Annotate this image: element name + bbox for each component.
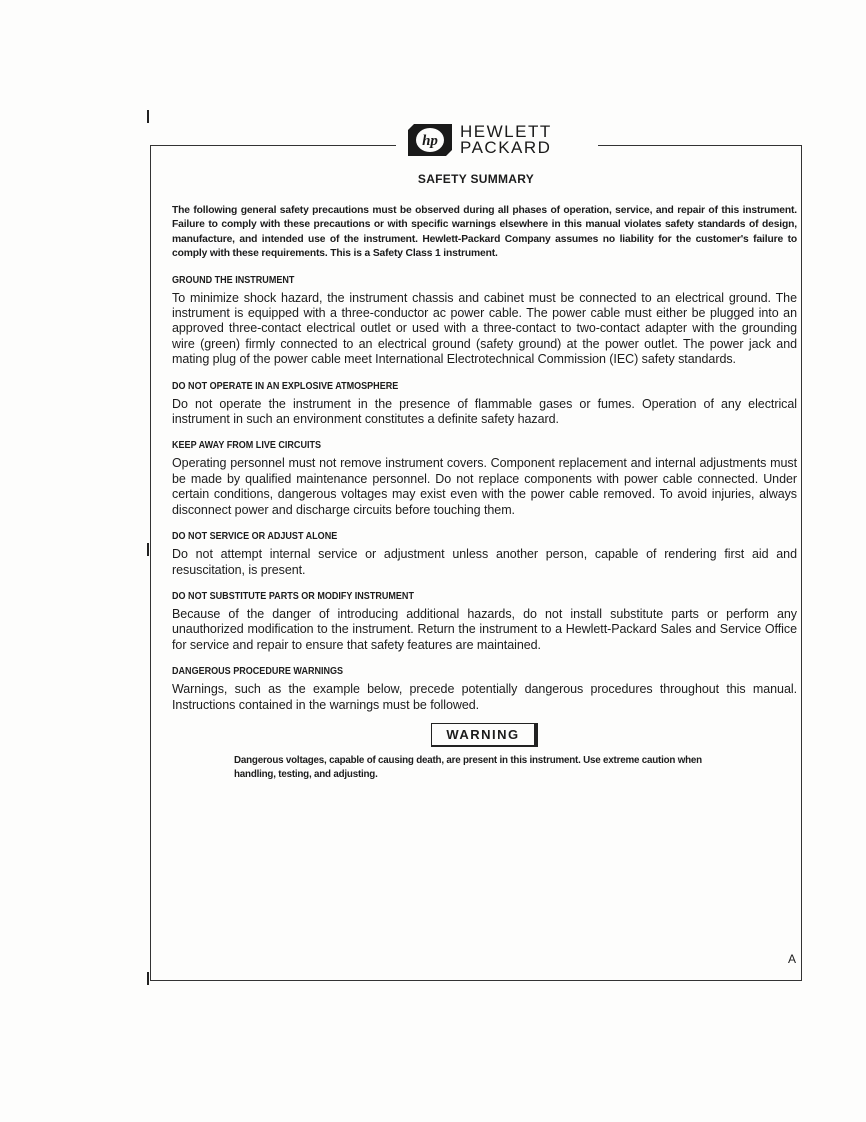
section-heading-live-circuits: KEEP AWAY FROM LIVE CIRCUITS [172, 439, 322, 452]
warning-label: WARNING [431, 723, 537, 747]
section-heading-substitute-parts: DO NOT SUBSTITUTE PARTS OR MODIFY INSTRUMENT [172, 589, 414, 602]
section-text-substitute-parts: Because of the danger of introducing additional hazards, do not install substitute parts or perform any unauthorized modification to the instrument. Return the instrument to a Hewlett-Packard Sales and Service Office for service and repair to ensure that safety features are maintained. [172, 606, 797, 652]
hp-logo [408, 120, 552, 160]
intro-paragraph: The following general safety precautions must be observed during all phases of operation, service, and repair of this instrument. Failure to comply with these precautions or with specific warnings elsewhere in this manual violates safety standards of design, manufacture, and intended use of the instrument. Hewlett-Packard Company assumes no liability for the customer's failure to comply with these requirements. This is a Safety Class 1 instrument. [172, 205, 797, 260]
section-heading-ground: GROUND THE INSTRUMENT [172, 273, 295, 286]
brand-name [460, 124, 552, 156]
page-title: SAFETY SUMMARY [417, 172, 535, 186]
section-text-service-alone: Do not attempt internal service or adjustment unless another person, capable of rendering first aid and resuscitation, is present. [172, 547, 797, 577]
section-text-warnings: Warnings, such as the example below, precede potentially dangerous procedures throughout this manual. Instructions contained in the warnings must be followed. [172, 682, 797, 712]
page-letter: A [788, 952, 797, 966]
content-body [172, 204, 797, 783]
brand-name-line2: PACKARD [460, 138, 552, 157]
brand-name-line1: HEWLETT [460, 122, 552, 141]
margin-mark-top [147, 110, 149, 123]
warning-label-wrap [172, 723, 797, 747]
logo-initials: hp [422, 133, 438, 149]
warning-text: Dangerous voltages, capable of causing death, are present in this instrument. Use extreme caution when handling, testing, and adjusting. [234, 754, 702, 781]
section-heading-explosive: DO NOT OPERATE IN AN EXPLOSIVE ATMOSPHERE [172, 379, 399, 392]
hp-logo-icon [408, 124, 452, 156]
frame-top-rule-right [598, 145, 802, 146]
section-heading-warnings: DANGEROUS PROCEDURE WARNINGS [172, 665, 344, 678]
section-text-ground: To minimize shock hazard, the instrument chassis and cabinet must be connected to an electrical ground. The instrument is equipped with a three-conductor ac power cable. The power cable must either be plugged into an approved three-contact electrical outlet or used with a three-contact to two-contact adapter with the grounding wire (green) firmly connected to an electrical ground (safety ground) at the power outlet. The power jack and mating plug of the power cable meet International Electrotechnical Commission (IEC) safety standards. [172, 290, 797, 367]
margin-mark-middle [147, 543, 149, 556]
section-heading-service-alone: DO NOT SERVICE OR ADJUST ALONE [172, 530, 338, 543]
margin-mark-bottom [147, 972, 149, 985]
section-text-explosive: Do not operate the instrument in the presence of flammable gases or fumes. Operation of any electrical instrument in such an environment constitutes a definite safety hazard. [172, 396, 797, 427]
frame-top-rule-left [150, 145, 396, 146]
section-text-live-circuits: Operating personnel must not remove instrument covers. Component replacement and internal adjustments must be made by qualified maintenance personnel. Do not replace components with power cable connected. Under certain conditions, dangerous voltages may exist even with the power cable removed. To avoid injuries, always disconnect power and discharge circuits before touching them. [172, 456, 797, 517]
